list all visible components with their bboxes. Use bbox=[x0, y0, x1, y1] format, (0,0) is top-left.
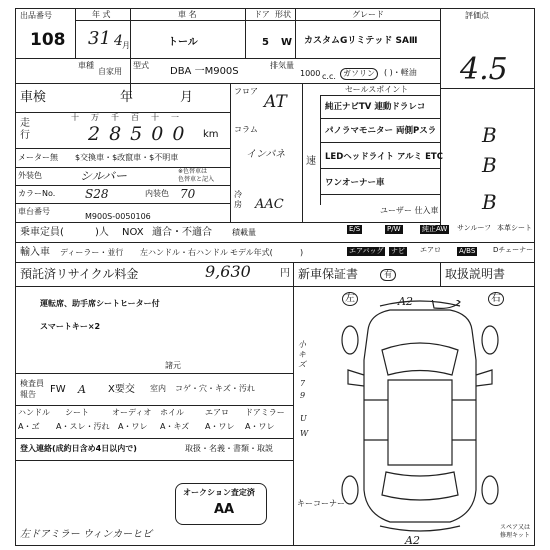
aero-value: A・ワレ bbox=[205, 422, 235, 431]
mileage-value: 28500 bbox=[88, 123, 194, 145]
score-value: 4.5 bbox=[460, 52, 508, 87]
keeper-label: キーコーナー bbox=[297, 499, 345, 508]
stamp-logo: AA bbox=[214, 502, 235, 517]
use-label: 車種 bbox=[78, 61, 94, 70]
icon-aw: 純正AW bbox=[422, 225, 448, 233]
model-value: DBA 一M900S bbox=[170, 66, 239, 77]
shape-value: W bbox=[281, 37, 293, 48]
mirror-left bbox=[348, 370, 364, 386]
interior-color-label: 内装色 bbox=[145, 189, 169, 198]
color-no-value: S28 bbox=[85, 187, 109, 201]
sales-point-2: パノラマモニター 両側Pスラ bbox=[325, 126, 437, 136]
inspection-year-label: 年 bbox=[120, 90, 134, 105]
icon-tuner: Dチェーナー bbox=[493, 246, 534, 254]
seat-label: シート bbox=[65, 408, 89, 417]
car-outline bbox=[364, 310, 476, 522]
wheel-fl bbox=[342, 326, 358, 354]
grade-label: グレード bbox=[352, 10, 384, 19]
floor-label: フロア bbox=[234, 87, 258, 96]
fu-label: 速 bbox=[306, 156, 316, 167]
color-note-2: 色替車と記入 bbox=[178, 176, 215, 183]
spare-label: スペア又は bbox=[500, 524, 531, 531]
km-unit: km bbox=[203, 129, 219, 140]
rear-window bbox=[382, 472, 458, 500]
fuel-value: ガソリン bbox=[340, 68, 378, 80]
handwritten-note: 左ドアミラー ウィンカーヒビ bbox=[20, 529, 153, 540]
score-label: 評価点 bbox=[465, 11, 489, 20]
meter-options: $交換車・$改竄車・$不明車 bbox=[75, 153, 179, 162]
roof bbox=[388, 380, 452, 465]
stamp-title: オークション査定済 bbox=[183, 488, 255, 497]
diagram-bottom-mark: A2 bbox=[405, 534, 420, 547]
room-value: コゲ・穴・キズ・汚れ bbox=[175, 384, 255, 393]
report-label: 報告 bbox=[20, 390, 36, 399]
aero-label: エアロ bbox=[205, 408, 229, 417]
door-label: ドア bbox=[254, 10, 270, 19]
color-no-label: カラーNo. bbox=[18, 189, 56, 198]
front-bumper bbox=[380, 301, 460, 306]
capacity-suffix: )人 bbox=[95, 227, 109, 238]
sales-points-title: セールスポイント bbox=[345, 85, 409, 94]
mirror-value: A・ワレ bbox=[245, 422, 275, 431]
manual-label: 取扱説明書 bbox=[445, 267, 506, 281]
handle-label: ハンドル bbox=[18, 408, 50, 417]
year-label: 年 式 bbox=[92, 10, 111, 19]
rear-bumper bbox=[380, 526, 460, 531]
recycle-value: 9,630 bbox=[205, 262, 251, 281]
fw-value: A bbox=[78, 383, 86, 396]
exterior-label: 外装色 bbox=[18, 171, 42, 180]
contact-text: 登入連絡(成約日含め4日以内で) bbox=[20, 444, 137, 453]
grade-b-1: B bbox=[482, 123, 497, 147]
icon-es: E/S bbox=[349, 225, 361, 233]
handle-value: A・ヹ bbox=[18, 422, 40, 431]
import-label: 輸入車 bbox=[20, 247, 50, 258]
sales-point-1: 純正ナビTV 連動ドラレコ bbox=[325, 102, 426, 112]
meter-label: メーター無 bbox=[18, 153, 58, 162]
nox-label: NOX bbox=[122, 227, 144, 238]
icon-pw: P/W bbox=[387, 225, 401, 233]
icon-leather: 本革シート bbox=[497, 224, 532, 232]
import-options: ディーラー・並行 bbox=[60, 248, 124, 257]
fuel-sub: ( )・軽油 bbox=[384, 68, 417, 77]
seat-value: A・スレ・汚れ bbox=[56, 422, 110, 431]
use-value: 自家用 bbox=[98, 67, 122, 76]
model-label: 型式 bbox=[133, 61, 149, 70]
memo-label: 諸元 bbox=[165, 361, 181, 370]
color-note-1: ※色替車は bbox=[178, 168, 208, 175]
note-line-2: スマートキー×2 bbox=[40, 322, 101, 331]
inspector-label: 検査員 bbox=[20, 379, 44, 388]
windshield bbox=[382, 343, 458, 375]
spare-label-2: 修理キット bbox=[500, 532, 530, 539]
year-value: 31 bbox=[88, 28, 111, 49]
shift-mark: インパネ bbox=[246, 149, 286, 160]
fw-label: FW bbox=[50, 384, 66, 395]
chassis-value: M900S-0050106 bbox=[85, 212, 151, 221]
handle-options: 左ハンドル・右ハンドル bbox=[140, 248, 228, 257]
mirror-label: ドアミラー bbox=[245, 408, 285, 417]
diagram-left-label: 左 bbox=[342, 292, 358, 306]
sales-point-3: LEDヘッドライト アルミ ETC bbox=[325, 152, 443, 162]
diagram-top-mark: A2 bbox=[398, 295, 413, 308]
mirror-right bbox=[476, 370, 492, 386]
column-label: コラム bbox=[234, 125, 258, 134]
audio-value: A・ワレ bbox=[118, 422, 148, 431]
inspection-label: 車検 bbox=[20, 90, 47, 105]
grade-value: カスタムGリミテッド SAⅢ bbox=[304, 36, 418, 46]
month-suffix: 月 bbox=[122, 41, 130, 50]
contact-options: 取扱・名義・書類・取説 bbox=[185, 444, 273, 453]
model-year-suffix: ) bbox=[300, 248, 304, 257]
xrepair-label: X要交 bbox=[108, 384, 135, 395]
displacement-label: 排気量 bbox=[270, 61, 294, 70]
car-diagram bbox=[320, 300, 520, 535]
shape-label: 形状 bbox=[275, 10, 291, 19]
icon-aero: エアロ bbox=[420, 246, 441, 254]
recycle-yen: 円 bbox=[280, 268, 290, 279]
nox-value: 適合・不適合 bbox=[152, 227, 212, 238]
model-year-label: モデル年式( bbox=[230, 248, 273, 257]
icon-airbag: エアバッグ bbox=[349, 247, 384, 255]
interior-color-value: 70 bbox=[180, 187, 196, 201]
trans-value: AT bbox=[264, 92, 287, 112]
wheel-fr bbox=[482, 326, 498, 354]
icon-navi: ナビ bbox=[391, 247, 405, 255]
mileage-label: 走行 bbox=[20, 118, 30, 141]
wheel-label: ホイル bbox=[160, 408, 184, 417]
door-value: 5 bbox=[262, 37, 269, 48]
displacement-value: 1000 bbox=[300, 69, 321, 78]
auction-stamp bbox=[175, 483, 267, 525]
diagram-right-label: 右 bbox=[488, 292, 504, 306]
icon-abs: A/BS bbox=[459, 247, 476, 255]
loading-label: 積載量 bbox=[232, 228, 256, 237]
wheel-value: A・キズ bbox=[160, 422, 190, 431]
warranty-label: 新車保証書 bbox=[298, 267, 359, 281]
audio-label: オーディオ bbox=[112, 408, 152, 417]
sales-point-4: ワンオーナー車 bbox=[325, 178, 385, 188]
ac-label: 冷房 bbox=[234, 190, 242, 209]
capacity-label: 乗車定員( bbox=[20, 227, 64, 238]
cc-unit: c.c. bbox=[322, 72, 336, 81]
wheel-rr bbox=[482, 476, 498, 504]
wheel-rl bbox=[342, 476, 358, 504]
user-purchase: ユーザー 仕入車 bbox=[380, 206, 439, 215]
icon-sunroof: サンルーフ bbox=[457, 224, 492, 232]
ac-value: AAC bbox=[255, 197, 284, 212]
recycle-label: 預託済リサイクル料金 bbox=[20, 267, 139, 281]
lot-label: 出品番号 bbox=[20, 11, 52, 20]
note-line-1: 運転席、助手席シートヒーター付 bbox=[40, 299, 160, 308]
lot-number: 108 bbox=[30, 30, 66, 50]
car-name: トール bbox=[168, 37, 198, 48]
inspection-month-label: 月 bbox=[180, 90, 194, 105]
name-label: 車 名 bbox=[178, 10, 197, 19]
month-value: 4 bbox=[114, 33, 123, 49]
feature-icons bbox=[345, 223, 535, 263]
exterior-value: シルバー bbox=[80, 169, 127, 183]
grade-b-2: B bbox=[482, 153, 497, 177]
warranty-options: 有 bbox=[380, 269, 396, 281]
chassis-label: 車台番号 bbox=[18, 207, 50, 216]
grade-b-3: B bbox=[482, 190, 497, 214]
room-label: 室内 bbox=[150, 384, 166, 393]
